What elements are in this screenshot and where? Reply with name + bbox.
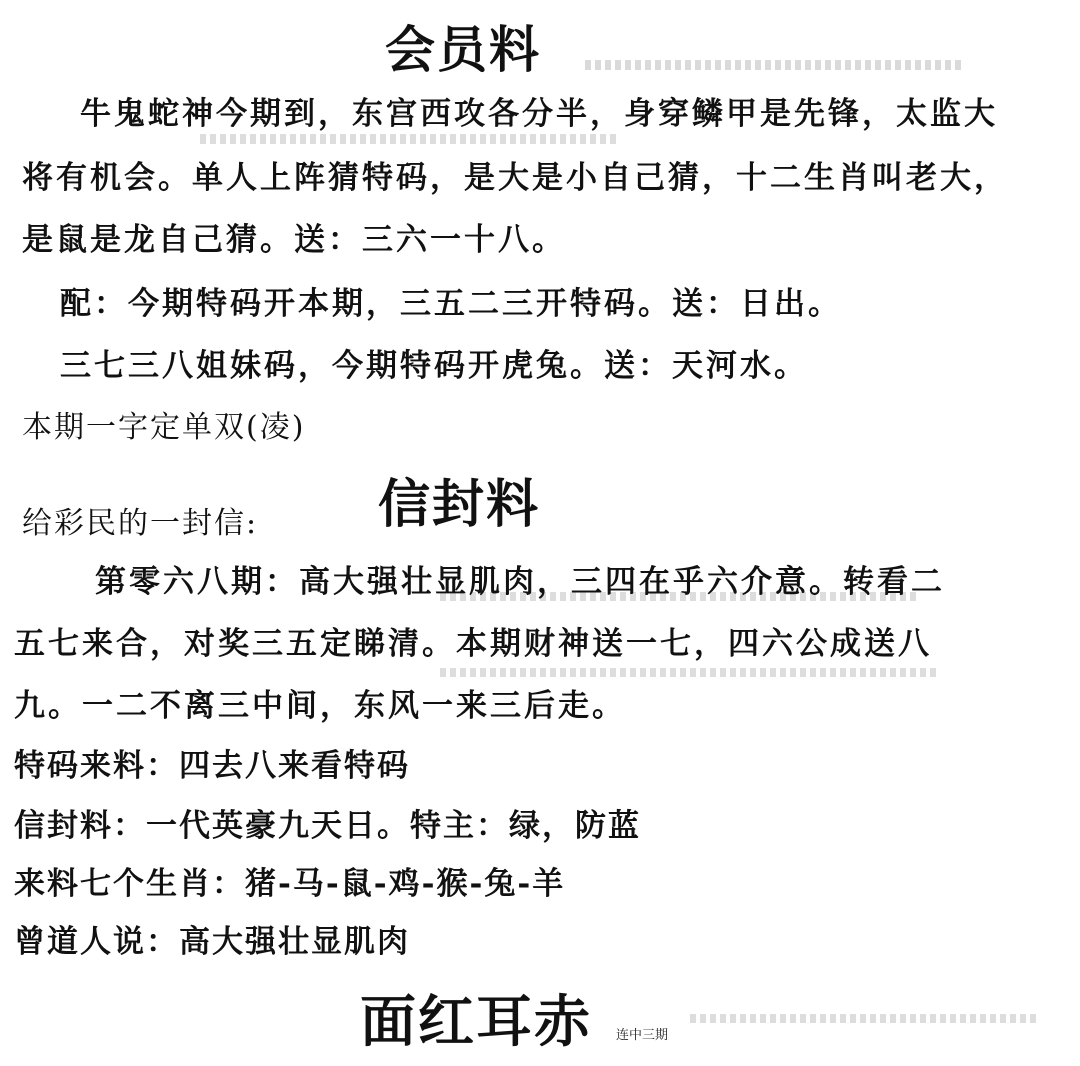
- faint-scan-stripe: [690, 1014, 1040, 1023]
- footer-title: 面红耳赤: [360, 989, 592, 1055]
- member-title: 会员料: [385, 20, 541, 79]
- item-zodiacs: 来料七个生肖：猪-马-鼠-鸡-猴-兔-羊: [14, 866, 566, 902]
- letter-label: 给彩民的一封信:: [22, 506, 259, 541]
- member-line-4: 配：今期特码开本期，三五二三开特码。送：日出。: [60, 286, 842, 322]
- item-envelope: 信封料：一代英豪九天日。特主：绿，防蓝: [14, 808, 641, 844]
- letter-title: 信封料: [378, 474, 541, 535]
- faint-scan-stripe: [200, 134, 620, 144]
- letter-line-3: 九。一二不离三中间，东风一来三后走。: [14, 688, 626, 724]
- member-line-5: 三七三八姐妹码，今期特码开虎兔。送：天河水。: [60, 348, 808, 384]
- faint-scan-stripe: [585, 60, 965, 70]
- letter-line-2: 五七来合，对奖三五定睇清。本期财神送一七，四六公成送八: [14, 626, 932, 662]
- footer-note: 连中三期: [616, 1028, 669, 1043]
- faint-scan-stripe: [440, 668, 940, 677]
- item-taoist-saying: 曾道人说：高大强壮显肌肉: [14, 924, 410, 960]
- item-special-code: 特码来料：四去八来看特码: [14, 748, 410, 784]
- member-line-1: 牛鬼蛇神今期到，东宫西攻各分半，身穿鳞甲是先锋，太监大: [80, 96, 998, 132]
- single-double-line: 本期一字定单双(凌): [22, 410, 306, 445]
- member-line-3: 是鼠是龙自己猜。送：三六一十八。: [22, 222, 566, 258]
- letter-line-1: 第零六八期：高大强壮显肌肉，三四在乎六介意。转看二: [95, 564, 945, 600]
- member-line-2: 将有机会。单人上阵猜特码，是大是小自己猜，十二生肖叫老大，: [22, 160, 1008, 196]
